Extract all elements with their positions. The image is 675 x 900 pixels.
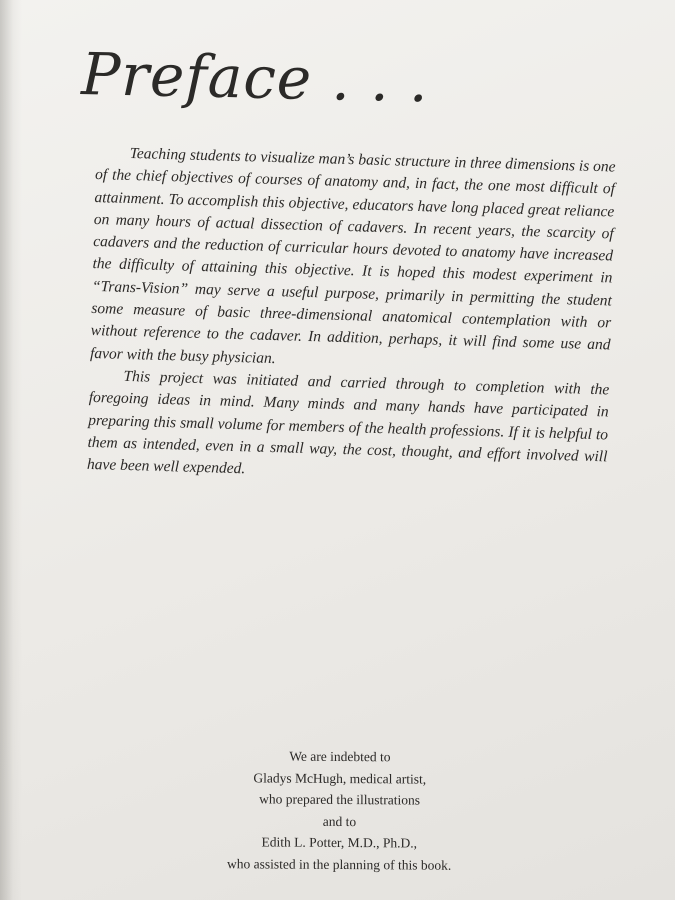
acknowledgement-line: and to (322, 813, 357, 829)
page-title: Preface . . . (80, 40, 430, 116)
acknowledgement-line: We are indebted to (289, 748, 391, 765)
acknowledgement-block (139, 745, 540, 877)
acknowledgement-line: who assisted in the planning of this book. (227, 855, 452, 873)
acknowledgement-line: who prepared the illustrations (259, 791, 421, 808)
acknowledgement-line: Gladys McHugh, medical artist, (253, 769, 427, 787)
preface-paragraph-1: Teaching students to visualize man’s basic structure in three dimensions is one of the chief objectives of courses of anatomy and, in fact, the one most difficult of attainment. To accomplish this objective, educators have long placed great reliance on many hours of actual dissection of cadavers. In recent years, the scarcity of cadavers and the reduction of curricular hours devoted to anatomy have increased the difficulty of attaining this objective. It is hoped this modest experiment in “Trans-Vision” may serve a useful purpose, primarily in permitting the student some measure of basic three-dimensional anatomical contemplation with or without reference to the cadaver. In addition, perhaps, it will find some use and favor with the busy physician. (89, 144, 616, 367)
preface-paragraph-2: This project was initiated and carried through to completion with the foregoing ideas in mind. Many minds and many hands have participated in preparing this small volume for members of the health professions. If it is helpful to them as intended, even in a small way, the cost, thought, and effort involved will have been well expended. (86, 367, 610, 478)
spine-shadow (0, 0, 22, 900)
preface-body (87, 142, 616, 491)
acknowledgement-line: Edith L. Potter, M.D., Ph.D., (261, 834, 418, 851)
